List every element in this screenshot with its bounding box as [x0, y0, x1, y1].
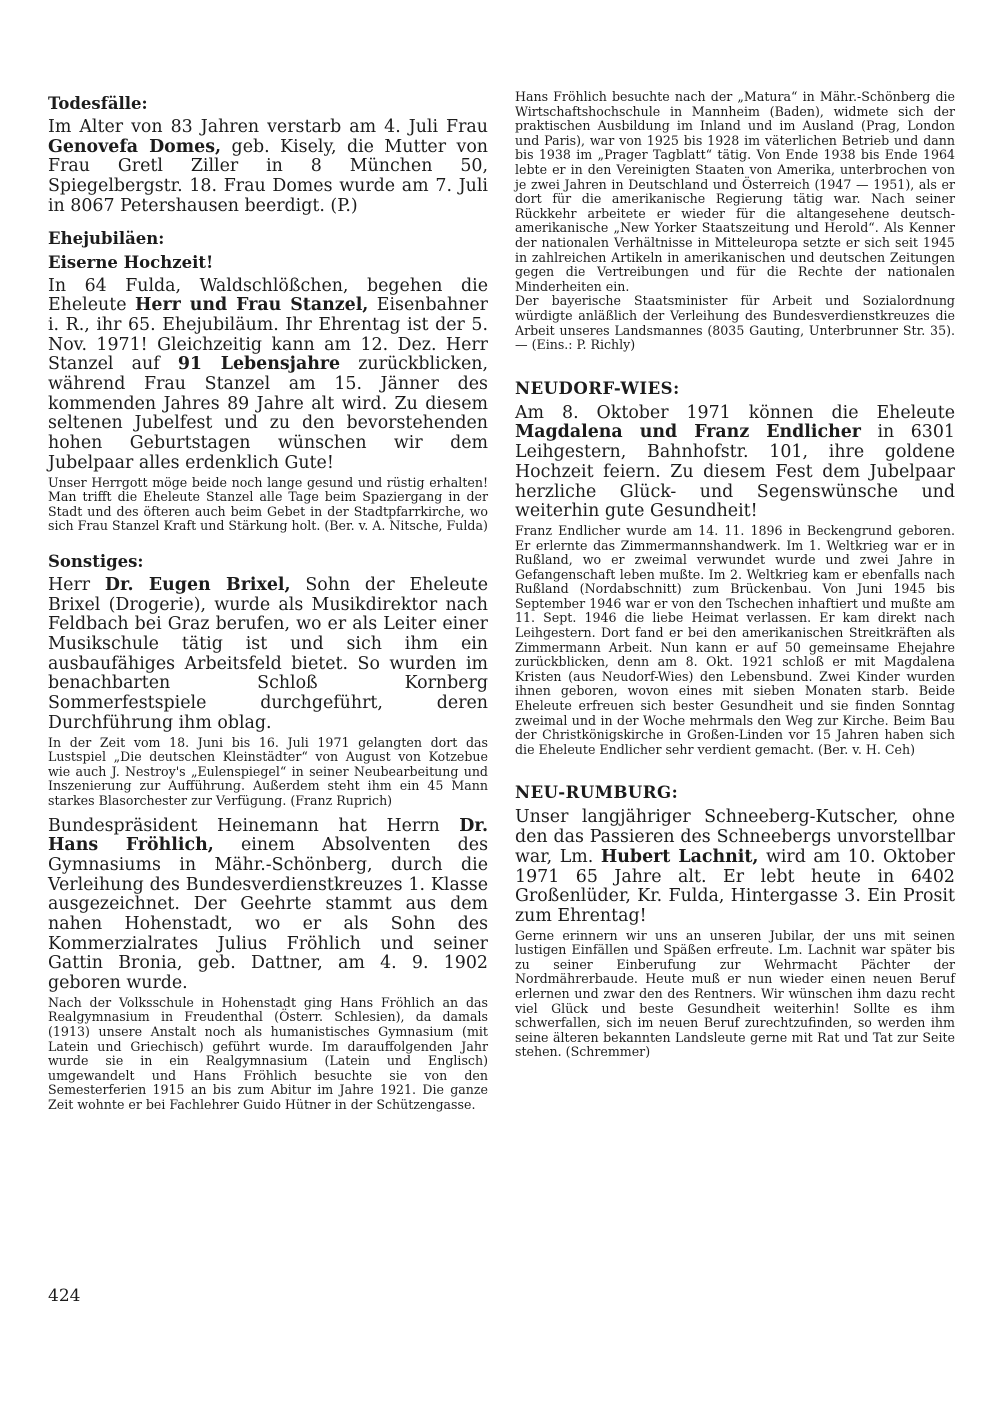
- text-segment: Bundespräsident Heinemann hat Herrn: [48, 815, 460, 836]
- couple-names: Herr und Frau Stanzel,: [134, 295, 369, 316]
- text-segment: Am 8. Oktober 1971 können die Eheleute: [515, 402, 955, 423]
- endlicher-detail: Franz Endlicher wurde am 14. 11. 1896 in Beckengrund geboren. Er erlernte das Zimmermannshandwerk. Im 1. Weltkrieg war er in Rußland, wo er zweimal verwundet wurde und zwei Jahre in Gefangenschaft leben mußte. Im 2. Weltkrieg kam er ebenfalls nach Rußland (Nordabschnitt) zum Brückenbau. Von Juni 1945 bis September 1946 war er von den Tschechen inhaftiert und mußte am 11. Sept. 1946 die liebe Heimat verlassen. Er kam direkt nach Leihgestern. Dort fand er bei den amerikanischen Streitkräften als Zimmermann Arbeit. Nun kann er auf 50 gemeinsame Ehejahre zurückblicken, denn am 8. Okt. 1921 schloß er mit Magdalena Kristen (aus Neudorf-Wies) den Lebensbund. Zwei Kinder wurden ihnen geboren, wovon eines mit sieben Monaten starb. Beide Eheleute erfreuen sich bester Gesundheit und sie finden Sonntag zweimal und in der Woche mehrmals den Weg zur Kirche. Beim Bau der Christkönigskirche in Großen-Linden vor 15 Jahren haben sich die Eheleute Endlicher sehr verdient gemacht. (Ber. v. H. Ceh): [515, 522, 955, 757]
- couple-names: Magdalena und Franz Endlicher: [515, 422, 861, 443]
- stanzel-detail: Unser Herrgott möge beide noch lange gesund und rüstig erhalten! Man trifft die Eheleute Stanzel alle Tage beim Spaziergang in der Stadt und des öfteren auch beim Gebet in der Stadtpfarrkirche, wo sich Frau Stanzel Kraft und Stärkung holt. (Ber. v. A. Nitsche, Fulda): [48, 474, 488, 534]
- froehlich-detail: Nach der Volksschule in Hohenstadt ging Hans Fröhlich an das Realgymnasium in Freudenthal (Österr. Schlesien), da damals (1913) unsere Anstalt noch als humanistisches Gymnasium (mit Latein und Griechisch) geführt wurde. Im darauffolgenden Jahr wurde sie in ein Realgymnasium (Latein und Englisch) umgewandelt und Hans Fröhlich besuchte sie von den Semesterferien 1915 an bis zum Abitur im Jahre 1921. Die ganze Zeit wohnte er bei Fachlehrer Guido Hütner in der Schützengasse.: [48, 994, 488, 1112]
- text-segment: wird am 10. Oktober 1971 65 Jahre alt. Er lebt heute in 6402 Großenlüder, Kr. Fulda, Hintergasse 3. Ein Prosit zum Ehrentag!: [515, 846, 955, 926]
- lachnit-detail: Gerne erinnern wir uns an unseren Jubilar, der uns mit seinen lustigen Einfällen und Späßen erfreute. Lm. Lachnit war später bis zu seiner Einberufung zur Wehrmacht Pächter der Nordmährerbaude. Heute muß er nun wieder einen neuen Beruf erlernen und zwar den des Rentners. Wir wünschen ihm dazu recht viel Glück und beste Gesundheit weiterhin! Sollte es ihm schwerfallen, sich im neuen Beruf zurechtzufinden, so werden ihm seine älteren bekannten Landsleute gerne mit Rat und Tat zur Seite stehen. (Schremmer): [515, 927, 955, 1060]
- brixel-detail: In der Zeit vom 18. Juni bis 16. Juli 1971 gelangten dort das Lustspiel „Die deutschen Kleinstädter“ von August von Kotzebue wie auch J. Nestroy's „Eulenspiegel“ in seiner Neubearbeitung und Inszenierung zur Aufführung. Außerdem steht ihm ein 45 Mann starkes Blasorchester zur Verfügung. (Franz Ruprich): [48, 734, 488, 808]
- neu-rumburg-heading: NEU-RUMBURG:: [515, 783, 679, 803]
- text-segment: Unser langjähriger Schneeberg-Kutscher, ohne den das Passieren des Schneebergs unvorstellbar war, Lm.: [515, 807, 955, 867]
- todesfaelle-heading: Todesfälle:: [48, 94, 148, 113]
- left-column: [48, 90, 488, 1113]
- stanzel-paragraph: [48, 277, 488, 474]
- froehlich-continued: Hans Fröhlich besuchte nach der „Matura“ in Mähr.-Schönberg die Wirtschaftshochschule in Mannheim (Baden), widmete sich der praktischen Ausbildung im Inland und im Ausland (Prag, London und Paris), war von 1925 bis 1928 im väterlichen Betrieb und dann bis 1938 im „Prager Tagblatt“ tätig. Von Ende 1938 bis Ende 1964 lebte er in den Vereinigten Staaten von Amerika, unterbrochen von je zwei Jahren in Deutschland und Österreich (1947 — 1951), als er dort für die amerikanische Regierung tätig war. Nach seiner Rückkehr arbeitete er wieder für die altangesehene deutsch-amerikanische „New Yorker Staatszeitung und Herold“. Als Kenner der nationalen Verhältnisse in Mitteleuropa setzte er sich seit 1945 in zahlreichen Artikeln in amerikanischen und deutschen Zeitungen gegen die Vertreibungen und für die Rechte der nationalen Minderheiten ein.: [515, 89, 955, 294]
- brixel-paragraph: [48, 576, 488, 734]
- text-segment: Sohn der Eheleute Brixel (Drogerie), wurde als Musikdirektor nach Feldbach bei Graz berufen, wo er als Leiter einer Musikschule tätig ist und sich ihm ein ausbaufähiges Arbeitsfeld bietet. So wurden im benachbarten Schloß Kornberg Sommerfestspiele durchgeführt, deren Durchführung ihm oblag.: [48, 574, 488, 733]
- text-segment: geb. Kisely, die Mutter von Frau Gretl Ziller in 8 München 50, Spiegelbergstr. 18. Frau Domes wurde am 7. Juli in 8067 Petershausen beerdigt. (P.): [48, 136, 488, 216]
- text-segment: In 64 Fulda, Waldschlößchen, begehen die Eheleute: [48, 275, 488, 316]
- lachnit-paragraph: [515, 808, 955, 926]
- ehejubilaeen-heading: Ehejubiläen:: [48, 228, 165, 248]
- person-name: Hubert Lachnit,: [600, 846, 759, 867]
- deceased-name: Genovefa Domes,: [48, 136, 222, 157]
- eiserne-hochzeit-heading: Eiserne Hochzeit!: [48, 252, 214, 272]
- text-segment: zurückblicken, während Frau Stanzel am 15. Jänner des kommenden Jahres 89 Jahre alt wird. Zu diesem seltenen Jubelfest und zu den bevorstehenden hohen Geburtstagen wünschen wir dem Jubelpaar alles erdenklich Gute!: [48, 354, 488, 473]
- sonstiges-heading: Sonstiges:: [48, 551, 144, 571]
- text-segment: Im Alter von 83 Jahren verstarb am 4. Juli Frau: [48, 117, 488, 137]
- froehlich-closing: Der bayerische Staatsminister für Arbeit und Sozialordnung würdigte anläßlich der Verleihung des Bundesverdienstkreuzes die Arbeit unseres Landsmannes (8035 Gauting, Unterbrunner Str. 35). — (Eins.: P. Richly): [515, 293, 955, 353]
- text-segment: Eisenbahner i. R., ihr 65. Ehejubiläum. Ihr Ehrentag ist der 5. Nov. 1971! Gleichzeitig kann am 12. Dez. Herr Stanzel auf: [48, 295, 488, 375]
- age-highlight: 91 Lebensjahre: [177, 354, 341, 375]
- person-name: Dr. Hans Fröhlich,: [48, 815, 488, 856]
- text-segment: einem Absolventen des Gymnasiums in Mähr.-Schönberg, durch die Verleihung des Bundesverdienstkreuzes 1. Klasse ausgezeichnet. Der Geehrte stammt aus dem nahen Hohenstadt, wo er als Sohn des Kommerzialrates Julius Fröhlich und seiner Gattin Bronia, geb. Dattner, am 4. 9. 1902 geboren wurde.: [48, 835, 488, 994]
- froehlich-paragraph: [48, 817, 488, 994]
- right-column: [515, 90, 955, 1060]
- text-segment: in 6301 Leihgestern, Bahnhofstr. 101, ihre goldene Hochzeit feiern. Zu diesem Fest dem Jubelpaar herzliche Glück- und Segenswünsche und weiterhin gute Gesundheit!: [515, 422, 956, 522]
- text-segment: Herr: [48, 574, 105, 595]
- person-name: Dr. Eugen Brixel,: [104, 574, 291, 595]
- page-number: 424: [48, 1286, 81, 1306]
- endlicher-paragraph: [515, 404, 955, 522]
- neudorf-wies-heading: NEUDORF-WIES:: [515, 378, 680, 398]
- todesfaelle-paragraph: [48, 118, 488, 217]
